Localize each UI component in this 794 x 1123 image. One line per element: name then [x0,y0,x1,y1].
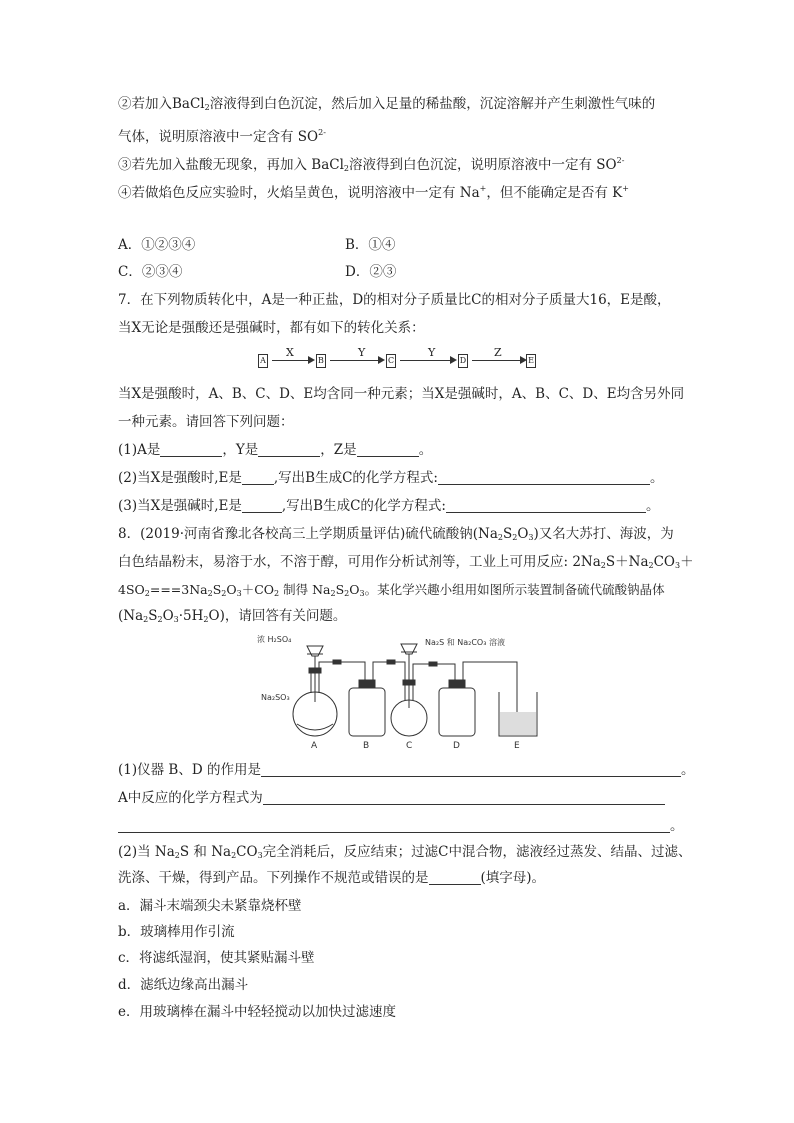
q8-option-b[interactable]: b．玻璃棒用作引流 [118,924,235,940]
q7-stem-line-2: 当X无论是强酸还是强碱时，都有如下的转化关系： [118,320,425,336]
answer-blank-equation-base[interactable] [446,498,646,513]
bottle-b [349,688,385,736]
answer-blank-bd-function[interactable] [261,762,681,777]
q7-part-1: (1)A是 ，Y是 ，Z是 。 [118,442,433,458]
q8-option-e[interactable]: e．用玻璃棒在漏斗中轻轻搅动以加快过滤速度 [118,1004,396,1020]
q6-statement-3: ③若先加入盐酸无现象，再加入 BaCl$_2$溶液得到白色沉淀，说明原溶液中一定有 $SO^{2-}$ [118,156,625,173]
chain-arrowhead-y1 [378,356,385,364]
q6-statement-2: ②若加入BaCl$_2$溶液得到白色沉淀，然后加入足量的稀盐酸，沉淀溶解并产生刺激性气味的 [118,96,656,112]
chain-node-c: C [386,354,396,368]
q8-option-a[interactable]: a．漏斗末端颈尖未紧靠烧杯壁 [118,898,302,914]
label-d: D [453,741,460,751]
chain-arrow-z [472,360,522,361]
q8-option-d[interactable]: d．滤纸边缘高出漏斗 [118,977,249,993]
q7-conversion-chain [258,346,538,372]
answer-blank-a[interactable] [160,442,222,457]
answer-blank-letter[interactable] [429,870,481,885]
q7-stem-line-1: 7．在下列物质转化中，A是一种正盐，D的相对分子质量比C的相对分子质量大16，E是酸， [118,292,671,308]
q8-part-1-line-2: A中反应的化学方程式为 [118,788,665,808]
q6-option-a[interactable]: A．①②③④ [118,237,196,253]
answer-blank-z[interactable] [357,442,419,457]
q6-statement-2-cont: 气体，说明原溶液中一定含有 $SO^{2-}$ [118,128,326,145]
q7-stem-line-3: 当X是强酸时，A、B、C、D、E均含同一种元素；当X是强碱时，A、B、C、D、E均含另外同 [118,386,685,402]
chain-arrowhead-x [308,356,315,364]
q8-stem-line-1: 8．(2019·河南省豫北各校高三上学期质量评估)硫代硫酸钠$(Na_2S_2O_3)$又名大苏打、海波，为 [118,526,674,542]
chain-label-y2: Y [428,346,436,359]
q8-part-2-line-1: (2)当 $Na_2S$ 和 $Na_2CO_3$完全消耗后，反应结束；过滤C中混合物，滤液经过蒸发、结晶、过滤、 [118,844,692,860]
chain-arrow-y1 [330,360,378,361]
chain-node-d: D [458,354,468,368]
chain-arrow-x [272,360,308,361]
label-a: A [311,741,318,751]
label-na2so3: Na₂SO₃ [261,693,290,702]
answer-blank-e-base[interactable] [242,498,282,513]
label-conc-h2so4: 浓 H₂SO₄ [257,635,292,644]
chain-arrowhead-y2 [450,356,457,364]
q8-option-c[interactable]: c．将滤纸湿润，使其紧贴漏斗壁 [118,950,315,966]
q8-stem-line-3: $4SO_2===3Na_2S_2O_3+CO_2$ 制得 $Na_2S_2O_3$。某化学兴趣小组用如图所示装置制备硫代硫酸钠晶体 [118,582,665,598]
chain-label-x: X [286,346,294,359]
q8-stem-line-2: 白色结晶粉末，易溶于水，不溶于醇，可用作分析试剂等，工业上可用反应: $2Na_2S+Na_2CO_3+$ [118,554,694,570]
answer-blank-y[interactable] [258,442,320,457]
q8-stem-line-4: $(Na_2S_2O_3\cdot 5H_2O)$，请回答有关问题。 [118,608,347,624]
answer-blank-a-equation-cont[interactable] [118,818,670,833]
answer-blank-equation-acid[interactable] [438,470,650,485]
chain-label-y1: Y [358,346,366,359]
q6-statement-4: ④若做焰色反应实验时，火焰呈黄色，说明溶液中一定有 Na+，但不能确定是否有 K+ [118,184,629,201]
q7-part-3: (3)当X是强碱时,E是 ,写出B生成C的化学方程式: 。 [118,498,660,514]
answer-blank-a-equation[interactable] [263,790,665,805]
label-b: B [363,741,370,751]
q6-option-d[interactable]: D．②③ [345,264,397,280]
label-solution: Na₂S 和 Na₂CO₃ 溶液 [425,638,505,647]
chain-node-e: E [526,354,536,368]
q8-part-1-line-3: 。 [118,816,684,836]
q7-stem-line-4: 一种元素。请回答下列问题： [118,414,294,430]
chain-label-z: Z [494,346,502,359]
q8-part-2-line-2: 洗涤、干燥，得到产品。下列操作不规范或错误的是 (填字母)。 [118,870,546,886]
answer-blank-e-acid[interactable] [242,470,274,485]
bottle-d [439,688,475,736]
label-e: E [514,741,520,751]
label-c: C [406,741,413,751]
chain-node-a: A [258,354,268,368]
chain-node-b: B [316,354,326,368]
q6-option-c[interactable]: C．②③④ [118,264,183,280]
apparatus-figure [255,632,545,752]
q6-option-b[interactable]: B．①④ [345,237,396,253]
q8-part-1-line-1: (1)仪器 B、D 的作用是 。 [118,762,695,778]
chain-arrow-y2 [400,360,450,361]
q7-part-2: (2)当X是强酸时,E是 ,写出B生成C的化学方程式: 。 [118,470,664,486]
